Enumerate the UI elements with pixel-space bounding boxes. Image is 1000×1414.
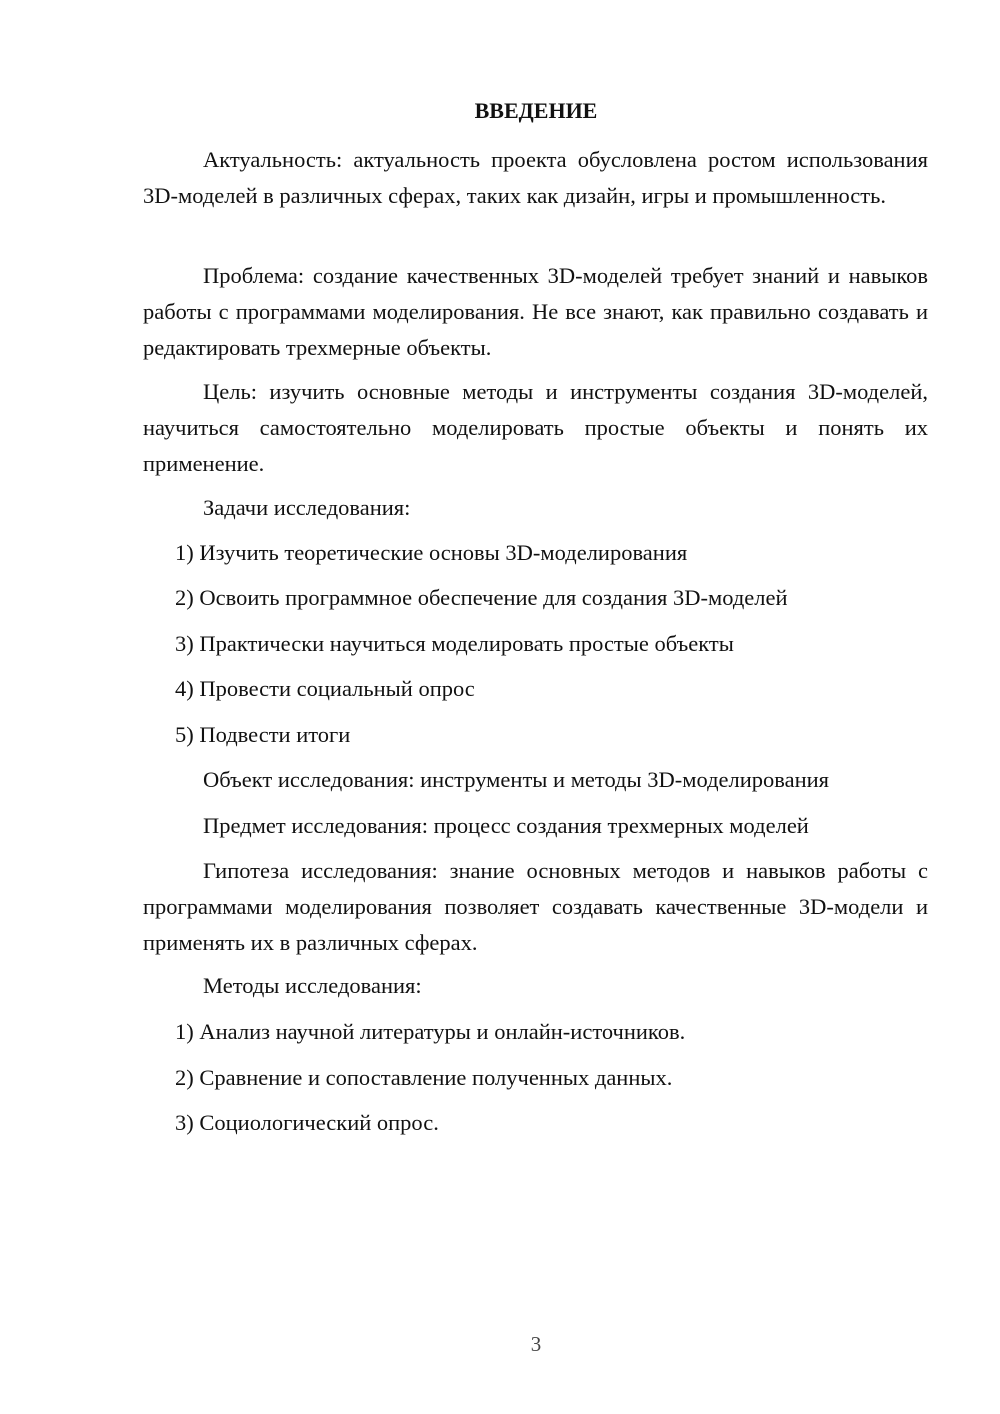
task-item-2: 2) Освоить программное обеспечение для создания 3D-моделей — [175, 585, 788, 610]
methods-heading: Методы исследования: — [203, 973, 422, 998]
page-number: 3 — [530, 1332, 542, 1356]
goal-paragraph: Цель: изучить основные методы и инструменты создания 3D-моделей, научиться самостоятельно моделировать простые объекты и понять их применение. — [143, 379, 928, 476]
method-item-2: 2) Сравнение и сопоставление полученных данных. — [175, 1065, 673, 1090]
task-item-3: 3) Практически научиться моделировать простые объекты — [175, 631, 734, 656]
task-item-1: 1) Изучить теоретические основы 3D-моделирования — [175, 540, 688, 565]
task-item-4: 4) Провести социальный опрос — [175, 676, 475, 701]
subject-paragraph: Предмет исследования: процесс создания трехмерных моделей — [203, 813, 809, 838]
method-item-3: 3) Социологический опрос. — [175, 1110, 439, 1135]
hypothesis-paragraph: Гипотеза исследования: знание основных методов и навыков работы с программами моделирования позволяет создавать качественные 3D-модели и применять их в различных сферах. — [143, 858, 928, 955]
relevance-paragraph: Актуальность: актуальность проекта обусловлена ростом использования 3D-моделей в различных сферах, таких как дизайн, игры и промышленность. — [143, 147, 928, 208]
page-title: ВВЕДЕНИЕ — [474, 98, 598, 123]
method-item-1: 1) Анализ научной литературы и онлайн-источников. — [175, 1019, 686, 1044]
task-item-5: 5) Подвести итоги — [175, 722, 351, 747]
object-paragraph: Объект исследования: инструменты и методы 3D-моделирования — [203, 767, 830, 792]
tasks-heading: Задачи исследования: — [203, 495, 411, 520]
problem-paragraph: Проблема: создание качественных 3D-моделей требует знаний и навыков работы с программами моделирования. Не все знают, как правильно создавать и редактировать трехмерные объекты. — [143, 263, 928, 360]
